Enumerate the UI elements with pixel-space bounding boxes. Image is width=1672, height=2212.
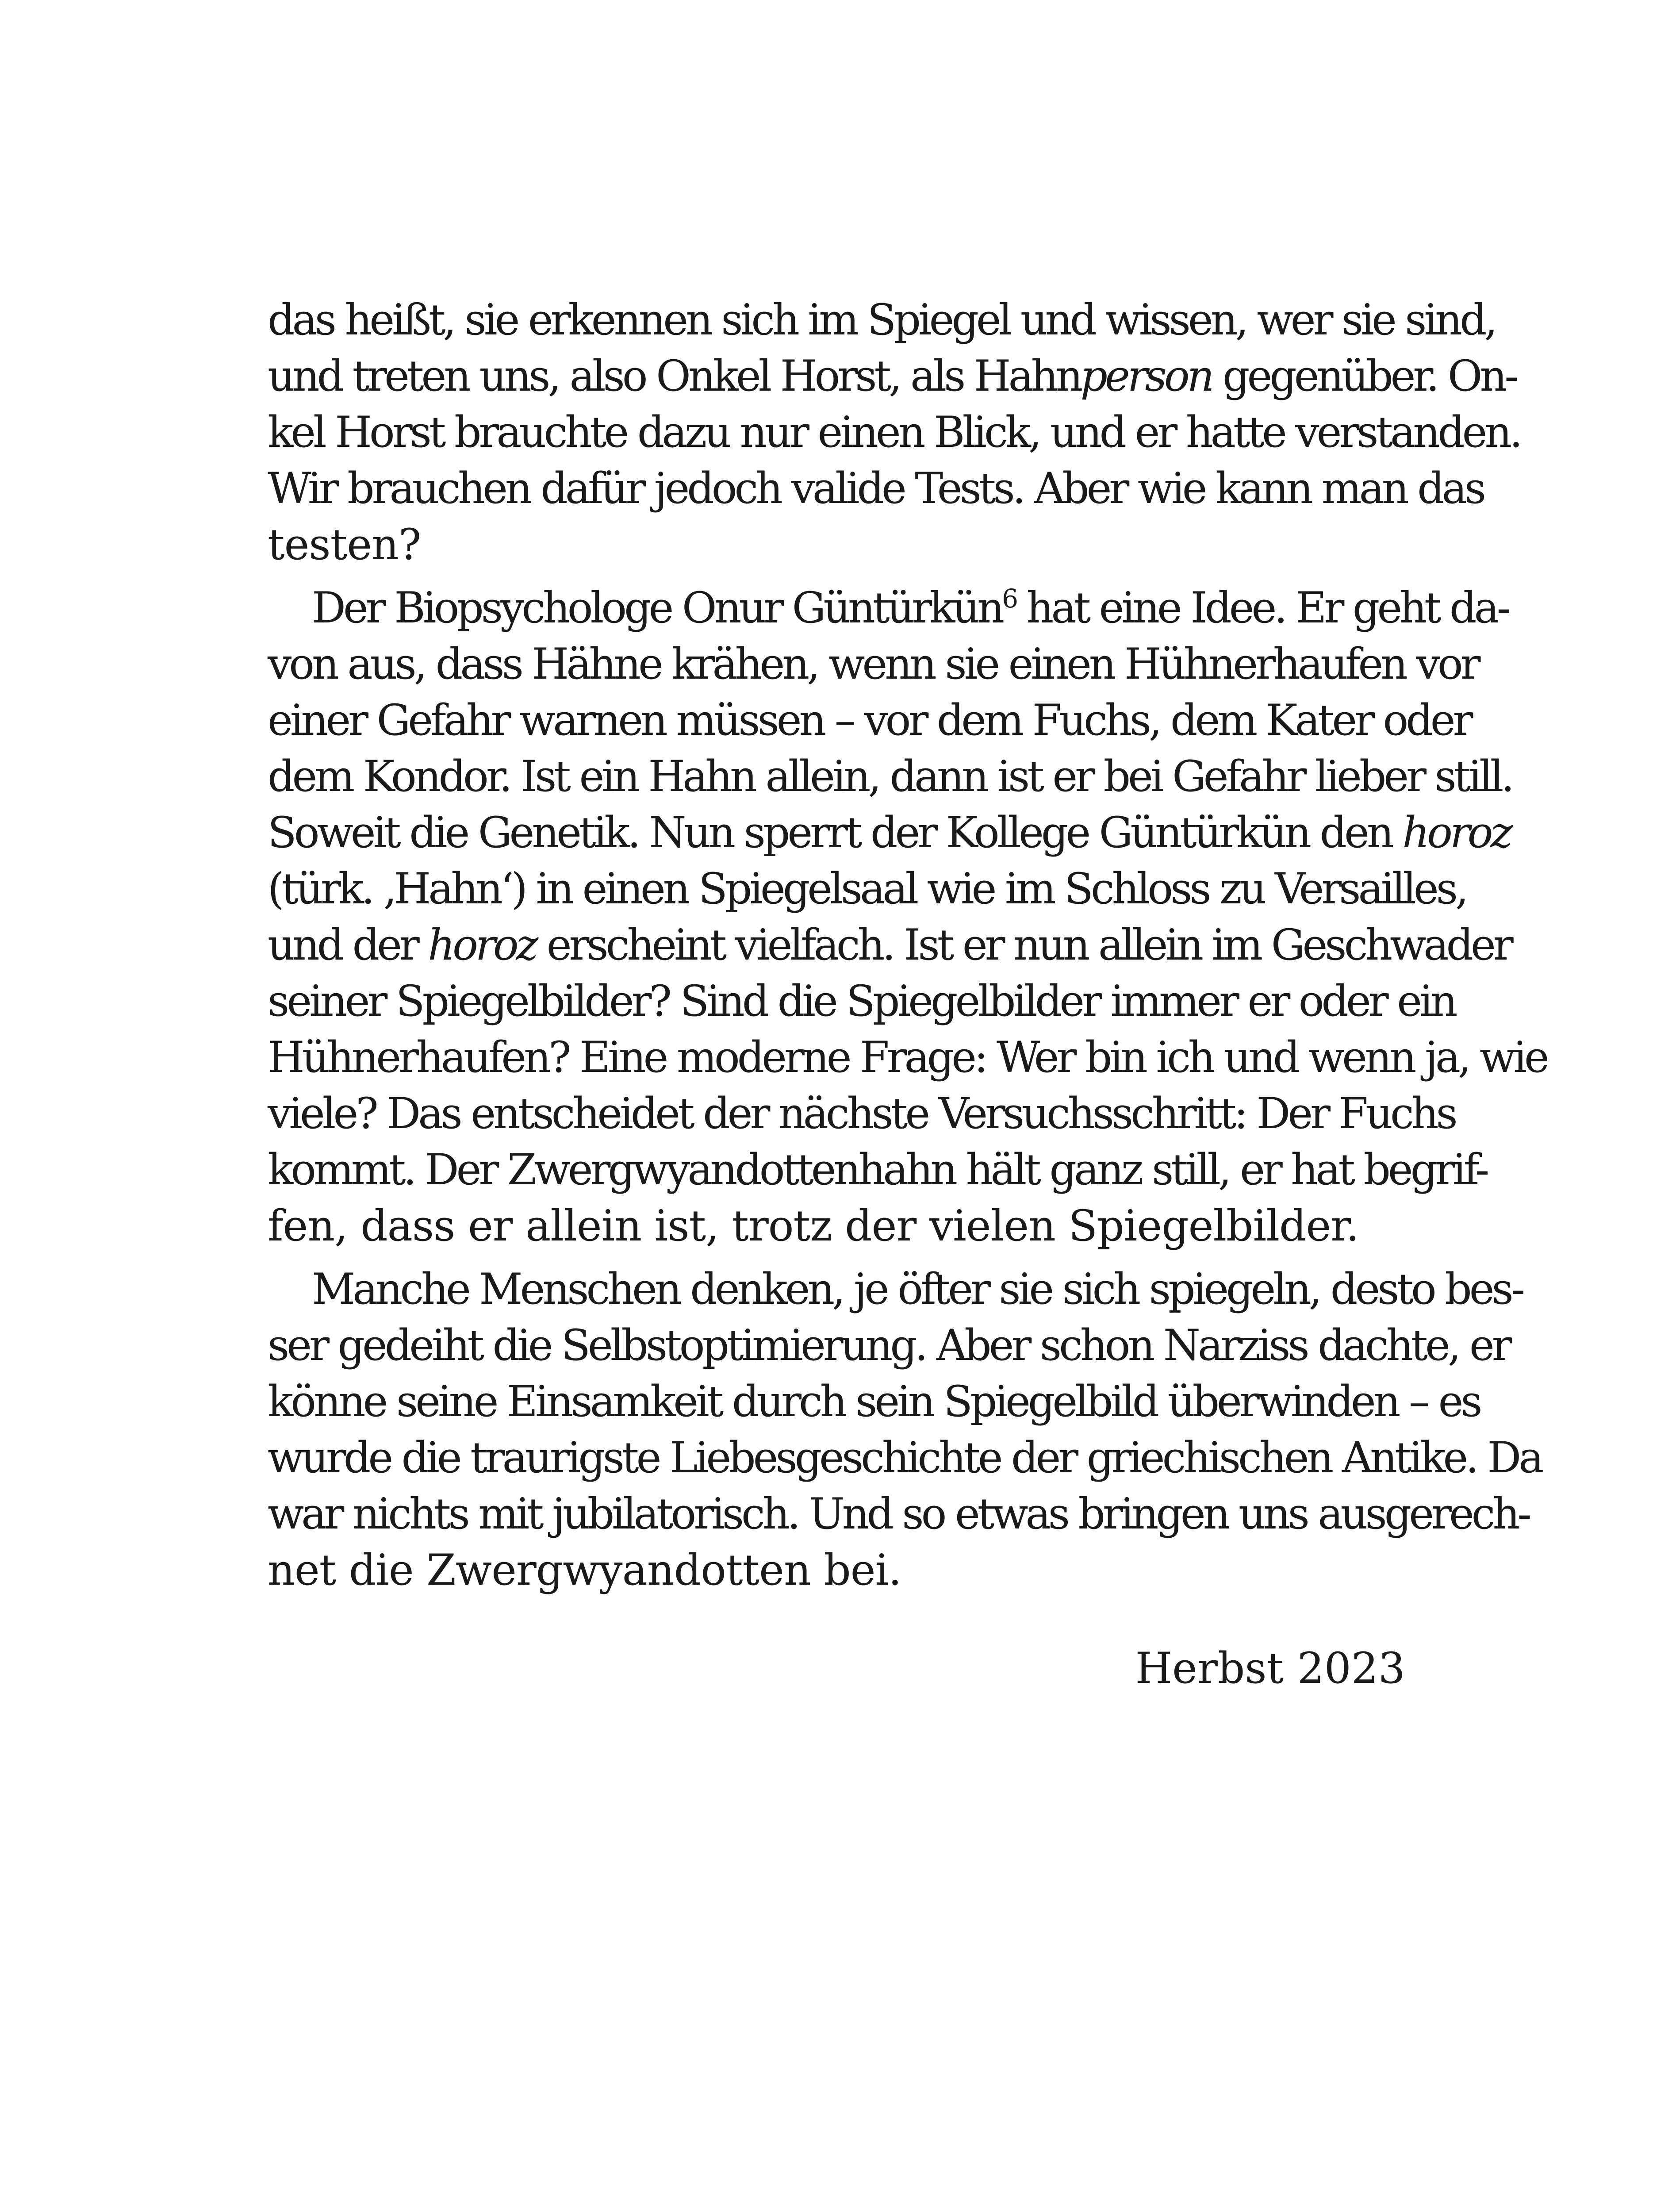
text-segment: dem Kondor. Ist ein Hahn allein, dann ist er bei Gefahr lieber still.: [268, 752, 1512, 801]
text-line: [268, 917, 1511, 973]
footnote-marker: 6: [1002, 584, 1016, 614]
text-segment: und der: [268, 920, 428, 970]
text-line: [268, 461, 1484, 517]
text-line: [268, 749, 1512, 805]
text-segment: Manche Menschen denken, je öfter sie sich spiegeln, desto bes-: [312, 1264, 1523, 1314]
text-segment: und treten uns, also Onkel Horst, als Hahn: [268, 351, 1081, 401]
text-line: [268, 692, 1471, 749]
text-segment: gegenüber. On-: [1212, 351, 1516, 401]
text-line: [268, 973, 1455, 1029]
text-segment: Hühnerhaufen? Eine moderne Frage: Wer bin ich und wenn ja, wie: [268, 1033, 1547, 1082]
text-line: [268, 1430, 1542, 1486]
text-line: [268, 1374, 1480, 1430]
paragraph-gap: [268, 573, 1405, 580]
text-line: [268, 1142, 1487, 1198]
text-segment: das heißt, sie erkennen sich im Spiegel und wissen, wer sie sind,: [268, 295, 1496, 345]
text-segment: seiner Spiegelbilder? Sind die Spiegelbilder immer er oder ein: [268, 976, 1455, 1026]
text-line: [268, 1317, 1510, 1374]
text-line: [268, 348, 1516, 404]
text-line: [268, 404, 1520, 461]
text-line: [268, 1261, 1523, 1317]
text-segment: Soweit die Genetik. Nun sperrt der Kollege Güntürkün den: [268, 808, 1403, 857]
text-line: [268, 1542, 1405, 1598]
text-segment: könne seine Einsamkeit durch sein Spiegelbild überwinden – es: [268, 1377, 1480, 1426]
text-line: [268, 861, 1466, 917]
text-line: [268, 1486, 1529, 1542]
text-segment: wurde die traurigste Liebesgeschichte der griechischen Antike. Da: [268, 1433, 1542, 1482]
text-segment: von aus, dass Hähne krähen, wenn sie einen Hühnerhaufen vor: [268, 639, 1478, 689]
text-segment: einer Gefahr warnen müssen – vor dem Fuchs, dem Kater oder: [268, 695, 1471, 745]
text-line: [268, 1198, 1405, 1254]
paragraph: [268, 1261, 1542, 1598]
body-text: [268, 292, 1547, 1598]
text-segment: erscheint vielfach. Ist er nun allein im Geschwader: [536, 920, 1511, 970]
text-segment: viele? Das entscheidet der nächste Versuchsschritt: Der Fuchs: [268, 1089, 1455, 1138]
text-line: [268, 517, 1405, 573]
text-segment: war nichts mit jubilatorisch. Und so etwas bringen uns ausgerech-: [268, 1489, 1529, 1539]
text-line: [268, 292, 1496, 348]
paragraph-gap: [268, 1254, 1405, 1261]
text-segment: Der Biopsychologe Onur Güntürkün: [312, 583, 1002, 633]
text-segment: hat eine Idee. Er geht da-: [1016, 583, 1509, 633]
text-segment: net die Zwergwyandotten bei.: [268, 1545, 901, 1595]
italic-text: person: [1080, 351, 1212, 401]
italic-text: horoz: [1402, 808, 1511, 857]
text-line: [268, 636, 1478, 692]
paragraph: [268, 292, 1520, 573]
text-line: [268, 805, 1511, 861]
text-segment: kommt. Der Zwergwyandottenhahn hält ganz still, er hat begrif-: [268, 1145, 1487, 1194]
text-segment: kel Horst brauchte dazu nur einen Blick, und er hatte verstanden.: [268, 407, 1520, 457]
text-line: [268, 1086, 1455, 1142]
paragraph: [268, 580, 1547, 1254]
text-segment: fen, dass er allein ist, trotz der vielen Spiegelbilder.: [268, 1201, 1359, 1251]
text-line: [268, 1029, 1547, 1086]
text-segment: ser gedeiht die Selbstoptimierung. Aber schon Narziss dachte, er: [268, 1321, 1510, 1370]
text-segment: testen?: [268, 520, 421, 569]
text-line: [268, 580, 1509, 636]
italic-text: horoz: [428, 920, 536, 970]
text-segment: Wir brauchen dafür jedoch valide Tests. Aber wie kann man das: [268, 464, 1484, 513]
text-segment: (türk. ‚Hahn‘) in einen Spiegelsaal wie im Schloss zu Versailles,: [268, 864, 1466, 914]
date-signature: Herbst 2023: [1135, 1644, 1405, 1693]
